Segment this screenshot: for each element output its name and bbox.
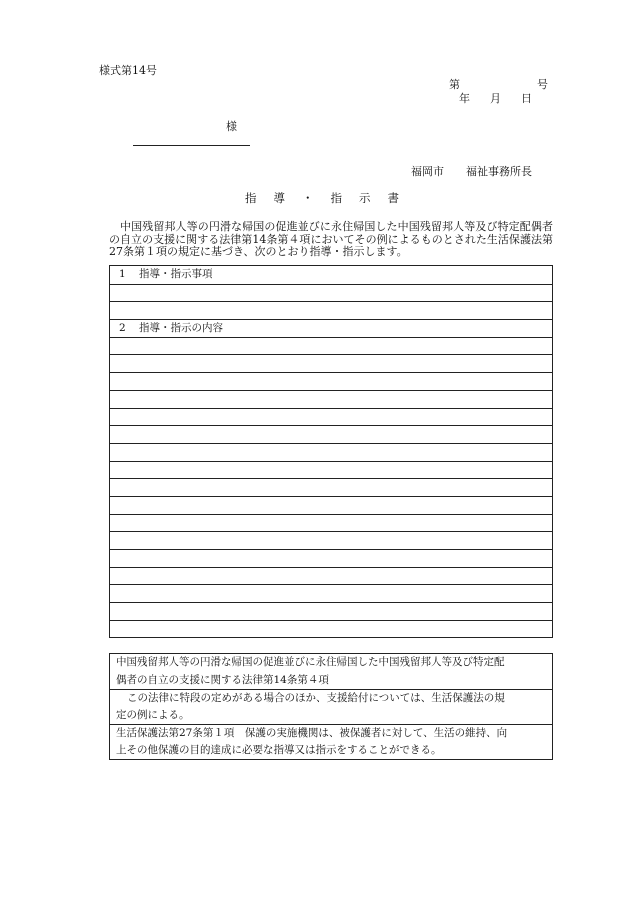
date-year: 年	[459, 92, 470, 105]
blank-entry-row[interactable]	[110, 337, 552, 355]
law-reference-line: 生活保護法第27条第１項 保護の実施機関は、被保護者に対して、生活の維持、向	[110, 724, 552, 742]
law-reference-line: 定の例による。	[116, 708, 190, 721]
preamble-text: 中国残留邦人等の円滑な帰国の促進並びに永住帰国した中国残留邦人等及び特定配偶者の自立の支援に関する法律第14条第４項においてその例によるものとされた生活保護法第27条第１項の規定に基づき、次のとおり指導・指示します。	[109, 220, 553, 259]
blank-entry-row[interactable]	[110, 620, 552, 638]
blank-entry-row[interactable]	[110, 443, 552, 461]
section-label: 指導・指示の内容	[139, 322, 223, 335]
document-number	[449, 79, 548, 90]
title-text: 指導・指示書	[245, 191, 416, 205]
section-header-1	[110, 266, 552, 284]
blank-entry-row[interactable]	[110, 284, 552, 302]
law-reference-line: 偶者の自立の支援に関する法律第14条第４項	[116, 673, 329, 686]
sender-office: 福祉事務所長	[466, 165, 532, 178]
blank-entry-row[interactable]	[110, 531, 552, 549]
document-title	[245, 193, 416, 205]
date-day: 日	[521, 92, 532, 105]
date-month: 月	[490, 92, 501, 105]
section-number: 1	[119, 268, 126, 280]
law-reference-line: この法律に特段の定めがある場合のほか、支援給付については、生活保護法の規	[110, 689, 552, 707]
section-header-2	[110, 319, 552, 337]
blank-entry-row[interactable]	[110, 478, 552, 496]
document-number-suffix: 号	[537, 78, 548, 91]
document-number-prefix: 第	[449, 78, 460, 91]
section-number: 2	[119, 322, 126, 335]
blank-entry-row[interactable]	[110, 354, 552, 372]
instruction-grid	[109, 265, 553, 638]
section-label: 指導・指示事項	[139, 268, 213, 280]
blank-entry-row[interactable]	[110, 567, 552, 585]
form-number: 様式第14号	[99, 64, 157, 77]
blank-entry-row[interactable]	[110, 461, 552, 479]
blank-entry-row[interactable]	[110, 514, 552, 532]
blank-entry-row[interactable]	[110, 496, 552, 514]
law-reference-line: 中国残留邦人等の円滑な帰国の促進並びに永住帰国した中国残留邦人等及び特定配	[116, 656, 505, 668]
law-reference-line: 上その他保護の目的達成に必要な指導又は指示をすることができる。	[116, 743, 442, 756]
addressee-name-line	[133, 145, 250, 146]
blank-entry-row[interactable]	[110, 549, 552, 567]
blank-entry-row[interactable]	[110, 408, 552, 426]
sender-city: 福岡市	[411, 165, 444, 178]
blank-entry-row[interactable]	[110, 390, 552, 408]
law-reference-box	[109, 653, 553, 760]
blank-entry-row[interactable]	[110, 602, 552, 620]
blank-entry-row[interactable]	[110, 425, 552, 443]
addressee-suffix: 様	[226, 120, 237, 133]
issue-date	[459, 93, 532, 104]
sender	[411, 166, 532, 177]
blank-entry-row[interactable]	[110, 301, 552, 319]
blank-entry-row[interactable]	[110, 372, 552, 390]
blank-entry-row[interactable]	[110, 584, 552, 602]
